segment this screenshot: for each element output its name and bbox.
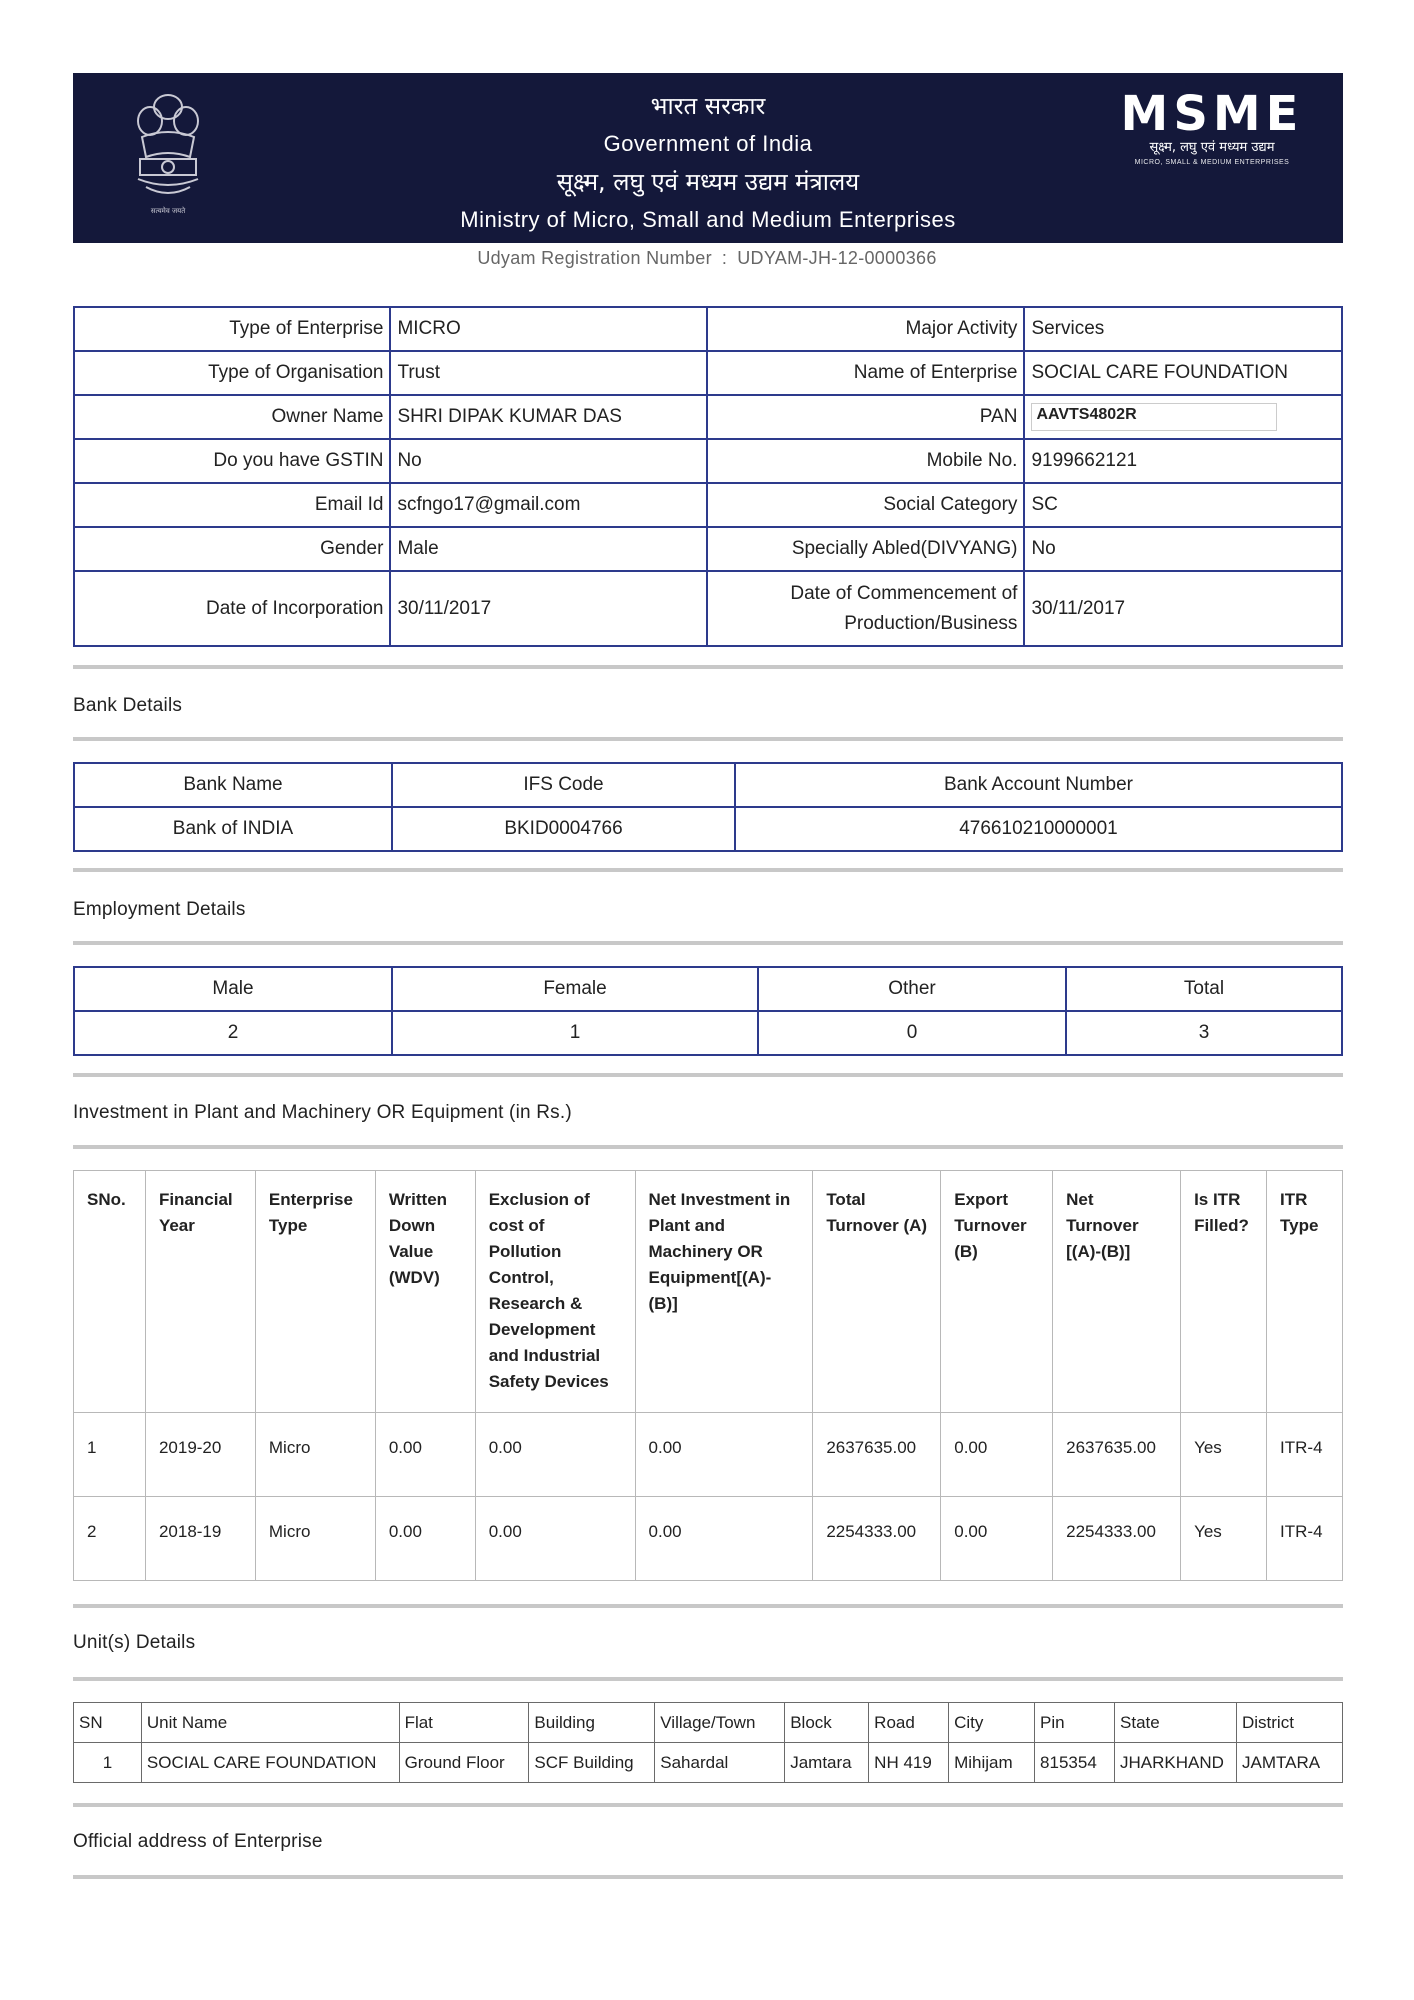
table-row — [74, 1413, 1343, 1497]
male-count: 2 — [74, 1011, 392, 1055]
divider — [73, 941, 1343, 945]
unit-sn-header: SN — [74, 1703, 142, 1743]
social-category-label: Social Category — [707, 483, 1024, 527]
social-category-value: SC — [1024, 483, 1342, 527]
net-investment-cell: 0.00 — [635, 1497, 813, 1581]
investment-table — [73, 1170, 1343, 1581]
unit-pin-header: Pin — [1035, 1703, 1115, 1743]
unit-block-cell: Jamtara — [785, 1743, 869, 1783]
type-of-organisation-value: Trust — [390, 351, 707, 395]
table-row — [74, 527, 1342, 571]
other-count: 0 — [758, 1011, 1066, 1055]
date-of-commencement-label-line2: Production/Business — [844, 612, 1018, 634]
divider — [73, 1875, 1343, 1879]
unit-details-heading: Unit(s) Details — [73, 1632, 196, 1653]
itr-type-cell: ITR-4 — [1267, 1413, 1343, 1497]
net-investment-cell: 0.00 — [635, 1413, 813, 1497]
unit-details-table — [73, 1702, 1343, 1783]
date-of-incorporation-label: Date of Incorporation — [74, 571, 390, 646]
unit-road-header: Road — [869, 1703, 949, 1743]
date-of-commencement-label-line1: Date of Commencement of — [790, 582, 1018, 604]
bank-details-table — [73, 762, 1343, 852]
wdv-cell: 0.00 — [375, 1497, 475, 1581]
svg-text:सत्यमेव जयते: सत्यमेव जयते — [150, 207, 186, 215]
official-address-heading: Official address of Enterprise — [73, 1831, 323, 1852]
ifs-code-value: BKID0004766 — [392, 807, 735, 851]
itr-type-header: ITR Type — [1267, 1171, 1343, 1413]
unit-city-header: City — [949, 1703, 1035, 1743]
exclusion-cost-header: Exclusion of cost of Pollution Control, Research & Development and Industrial Safety Devices — [475, 1171, 635, 1413]
female-count: 1 — [392, 1011, 758, 1055]
msme-logo-hindi-tagline: सूक्ष्म, लघु एवं मध्यम उद्यम — [1149, 140, 1275, 155]
enterprise-type-cell: Micro — [255, 1413, 375, 1497]
net-turnover-cell: 2637635.00 — [1053, 1413, 1181, 1497]
msme-logo — [1117, 86, 1307, 169]
date-of-commencement-value: 30/11/2017 — [1024, 571, 1342, 646]
unit-district-cell: JAMTARA — [1236, 1743, 1342, 1783]
pan-cell — [1024, 395, 1342, 439]
table-row — [74, 439, 1342, 483]
type-of-enterprise-value: MICRO — [390, 307, 707, 351]
gender-label: Gender — [74, 527, 390, 571]
unit-building-header: Building — [529, 1703, 655, 1743]
exclusion-cost-cell: 0.00 — [475, 1497, 635, 1581]
itr-filed-cell: Yes — [1181, 1413, 1267, 1497]
total-turnover-header: Total Turnover (A) — [813, 1171, 941, 1413]
table-row — [74, 483, 1342, 527]
specially-abled-label: Specially Abled(DIVYANG) — [707, 527, 1024, 571]
account-number-header: Bank Account Number — [735, 763, 1342, 807]
table-header-row — [74, 1703, 1343, 1743]
msme-logo-word: MSME — [1120, 86, 1304, 142]
itr-filed-cell: Yes — [1181, 1497, 1267, 1581]
financial-year-header: Financial Year — [145, 1171, 255, 1413]
divider — [73, 1803, 1343, 1807]
divider — [73, 1073, 1343, 1077]
major-activity-value: Services — [1024, 307, 1342, 351]
enterprise-details-table — [73, 306, 1343, 647]
hindi-ministry-title: सूक्ष्म, लघु एवं मध्यम उद्यम मंत्रालय — [556, 168, 860, 196]
enterprise-type-cell: Micro — [255, 1497, 375, 1581]
divider — [73, 737, 1343, 741]
unit-building-cell: SCF Building — [529, 1743, 655, 1783]
ministry-title: Ministry of Micro, Small and Medium Enterprises — [460, 207, 956, 232]
owner-name-value: SHRI DIPAK KUMAR DAS — [390, 395, 707, 439]
registration-separator: : — [721, 248, 728, 268]
table-header-row — [74, 967, 1342, 1011]
wdv-cell: 0.00 — [375, 1413, 475, 1497]
bank-details-heading: Bank Details — [73, 695, 183, 716]
unit-block-header: Block — [785, 1703, 869, 1743]
table-row — [74, 1743, 1343, 1783]
table-header-row — [74, 1171, 1343, 1413]
ifs-code-header: IFS Code — [392, 763, 735, 807]
government-title: Government of India — [603, 131, 813, 156]
specially-abled-value: No — [1024, 527, 1342, 571]
owner-name-label: Owner Name — [74, 395, 390, 439]
bank-name-value: Bank of INDIA — [74, 807, 392, 851]
type-of-enterprise-label: Type of Enterprise — [74, 307, 390, 351]
table-row — [74, 1497, 1343, 1581]
type-of-organisation-label: Type of Organisation — [74, 351, 390, 395]
gender-value: Male — [390, 527, 707, 571]
wdv-header: Written Down Value (WDV) — [375, 1171, 475, 1413]
mobile-value: 9199662121 — [1024, 439, 1342, 483]
male-header: Male — [74, 967, 392, 1011]
unit-district-header: District — [1236, 1703, 1342, 1743]
investment-heading: Investment in Plant and Machinery OR Equipment (in Rs.) — [73, 1102, 572, 1123]
export-turnover-header: Export Turnover (B) — [941, 1171, 1053, 1413]
table-row — [74, 395, 1342, 439]
net-turnover-cell: 2254333.00 — [1053, 1497, 1181, 1581]
unit-road-cell: NH 419 — [869, 1743, 949, 1783]
itr-type-cell: ITR-4 — [1267, 1497, 1343, 1581]
table-row — [74, 351, 1342, 395]
header-banner — [73, 73, 1343, 243]
total-header: Total — [1066, 967, 1342, 1011]
unit-flat-header: Flat — [399, 1703, 529, 1743]
table-row — [74, 807, 1342, 851]
sno-header: SNo. — [74, 1171, 146, 1413]
pan-label: PAN — [707, 395, 1024, 439]
major-activity-label: Major Activity — [707, 307, 1024, 351]
date-of-commencement-label — [707, 571, 1024, 646]
registration-number-label: Udyam Registration Number — [477, 248, 712, 268]
table-row — [74, 571, 1342, 646]
unit-state-cell: JHARKHAND — [1115, 1743, 1237, 1783]
female-header: Female — [392, 967, 758, 1011]
divider — [73, 868, 1343, 872]
sno-cell: 2 — [74, 1497, 146, 1581]
total-turnover-cell: 2254333.00 — [813, 1497, 941, 1581]
hindi-government-title: भारत सरकार — [650, 92, 766, 120]
employment-details-table — [73, 966, 1343, 1056]
enterprise-type-header: Enterprise Type — [255, 1171, 375, 1413]
sno-cell: 1 — [74, 1413, 146, 1497]
unit-city-cell: Mihijam — [949, 1743, 1035, 1783]
net-turnover-header: Net Turnover [(A)-(B)] — [1053, 1171, 1181, 1413]
email-value: scfngo17@gmail.com — [390, 483, 707, 527]
other-header: Other — [758, 967, 1066, 1011]
registration-number-line — [0, 248, 1414, 269]
unit-sn-cell: 1 — [74, 1743, 142, 1783]
unit-village-header: Village/Town — [655, 1703, 785, 1743]
unit-name-cell: SOCIAL CARE FOUNDATION — [141, 1743, 399, 1783]
bank-name-header: Bank Name — [74, 763, 392, 807]
total-turnover-cell: 2637635.00 — [813, 1413, 941, 1497]
table-row — [74, 307, 1342, 351]
registration-number-value: UDYAM-JH-12-0000366 — [737, 248, 937, 268]
net-investment-header: Net Investment in Plant and Machinery OR Equipment[(A)-(B)] — [635, 1171, 813, 1413]
table-header-row — [74, 763, 1342, 807]
unit-village-cell: Sahardal — [655, 1743, 785, 1783]
unit-state-header: State — [1115, 1703, 1237, 1743]
gstin-value: No — [390, 439, 707, 483]
unit-pin-cell: 815354 — [1035, 1743, 1115, 1783]
name-of-enterprise-label: Name of Enterprise — [707, 351, 1024, 395]
export-turnover-cell: 0.00 — [941, 1413, 1053, 1497]
financial-year-cell: 2019-20 — [145, 1413, 255, 1497]
divider — [73, 1604, 1343, 1608]
mobile-label: Mobile No. — [707, 439, 1024, 483]
name-of-enterprise-value: SOCIAL CARE FOUNDATION — [1024, 351, 1342, 395]
divider — [73, 1145, 1343, 1149]
pan-value: AAVTS4802R — [1031, 403, 1277, 431]
total-count: 3 — [1066, 1011, 1342, 1055]
itr-filed-header: Is ITR Filled? — [1181, 1171, 1267, 1413]
unit-name-header: Unit Name — [141, 1703, 399, 1743]
date-of-incorporation-value: 30/11/2017 — [390, 571, 707, 646]
exclusion-cost-cell: 0.00 — [475, 1413, 635, 1497]
unit-flat-cell: Ground Floor — [399, 1743, 529, 1783]
divider — [73, 665, 1343, 669]
financial-year-cell: 2018-19 — [145, 1497, 255, 1581]
msme-logo-english-tagline: MICRO, SMALL & MEDIUM ENTERPRISES — [1134, 159, 1290, 166]
account-number-value: 476610210000001 — [735, 807, 1342, 851]
gstin-label: Do you have GSTIN — [74, 439, 390, 483]
email-label: Email Id — [74, 483, 390, 527]
employment-details-heading: Employment Details — [73, 899, 246, 920]
export-turnover-cell: 0.00 — [941, 1497, 1053, 1581]
divider — [73, 1677, 1343, 1681]
table-row — [74, 1011, 1342, 1055]
